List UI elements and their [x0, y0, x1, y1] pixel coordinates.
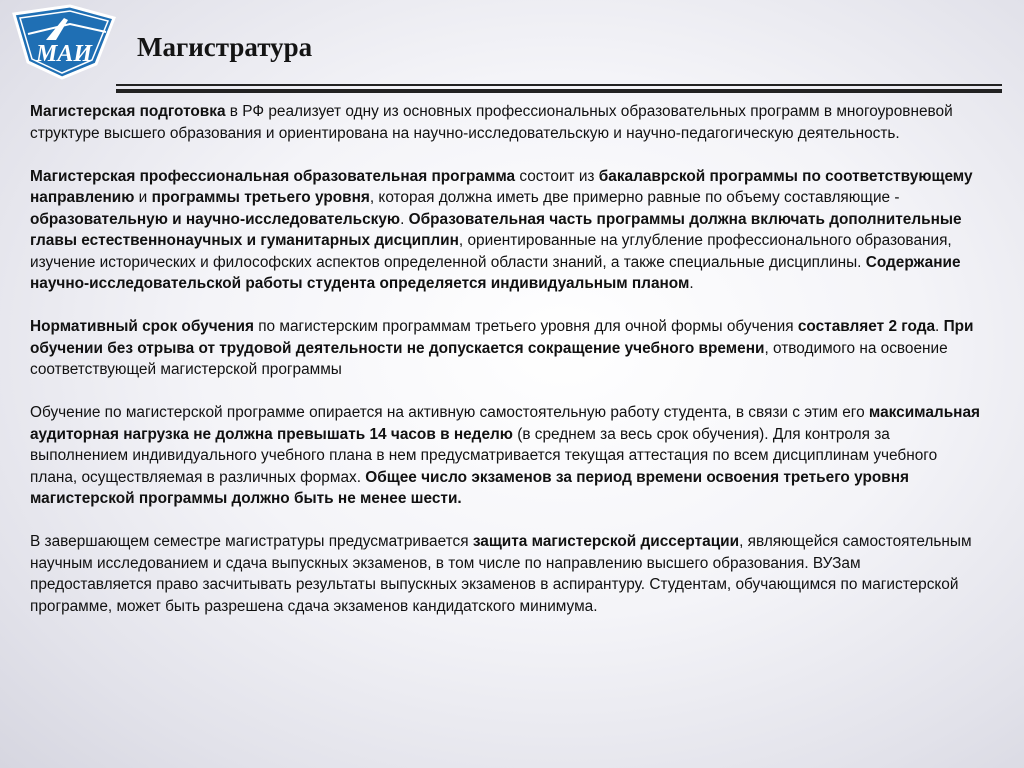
bold-text: При обучении без отрыва от трудовой деятельности не допускается сокращение учебного времени [30, 318, 974, 357]
text-run: В завершающем семестре магистратуры предусматривается [30, 533, 473, 550]
text-run: и [134, 189, 152, 206]
text-run: . [935, 318, 944, 335]
bold-text: образовательную и научно-исследовательскую [30, 210, 401, 228]
bold-text: Магистерская подготовка [30, 103, 226, 120]
text-run: , которая должна иметь две примерно равные по объему составляющие - [369, 189, 900, 206]
bold-text: Образовательная часть программы должна включать дополнительные главы естественнонаучных и гуманитарных дисциплин [30, 210, 962, 249]
paragraph-2 [30, 166, 980, 295]
text-run: (в среднем за весь срок обучения). Для контроля за выполнением индивидуального учебного плана в нем предусматривается текущая аттестация по всем дисциплинам учебного плана, осуществляемая в различных формах. [30, 425, 938, 486]
text-run: состоит из [515, 167, 599, 185]
paragraph-5 [30, 531, 980, 617]
logo [10, 4, 118, 80]
header-divider-thick [116, 89, 1002, 93]
bold-text: бакалаврской программы по соответствующему направлению [30, 167, 973, 206]
text-run: , отводимого на освоение соответствующей магистерской программы [30, 339, 948, 378]
paragraph-1 [30, 101, 980, 144]
svg-text:МАИ: МАИ [35, 41, 93, 67]
bold-text: составляет 2 года [797, 318, 936, 335]
bold-text: Общее число экзаменов за период времени освоения третьего уровня магистерской программы должно быть не менее шести. [30, 468, 909, 507]
paragraph-3 [30, 316, 980, 381]
bold-text: максимальная аудиторная нагрузка не должна превышать 14 часов в неделю [30, 404, 981, 443]
bold-text: Содержание научно-исследовательской работы студента определяется индивидуальным планом [30, 253, 961, 292]
bold-text: Магистерская профессиональная образовательная программа [30, 167, 516, 185]
bold-text: программы третьего уровня [151, 189, 370, 206]
text-run: по магистерским программам третьего уровня для очной формы обучения [253, 318, 798, 335]
text-run: в РФ реализует одну из основных профессиональных образовательных программ в многоуровневой структуре высшего образования и ориентирована на научно-исследовательскую и научно-педагогическую деятельность. [30, 103, 953, 142]
header-divider-thin [116, 84, 1002, 86]
text-run: . [400, 210, 409, 228]
text-run: , являющейся самостоятельным научным исследованием и сдача выпускных экзаменов, в том числе по направлению высшего образования. ВУЗам предоставляется право засчитывать результаты выпускных экзаменов в аспирантуру. Студентам, обучающимся по магистерской программе, может быть разрешена сдача экзаменов кандидатского минимума. [30, 533, 972, 615]
body-text [30, 101, 980, 639]
bold-text: Нормативный срок обучения [30, 318, 254, 335]
paragraph-4 [30, 402, 980, 510]
text-run: , ориентированные на углубление профессионального образования, изучение исторических и философских аспектов определенной области знаний, а также специальные дисциплины. [30, 232, 952, 271]
bold-text: защита магистерской диссертации [472, 533, 740, 550]
page-title: Магистратура [137, 32, 313, 62]
text-run: . [689, 275, 694, 292]
text-run: Обучение по магистерской программе опирается на активную самостоятельную работу студента, в связи с этим его [30, 404, 869, 421]
mai-logo-icon [10, 4, 118, 80]
